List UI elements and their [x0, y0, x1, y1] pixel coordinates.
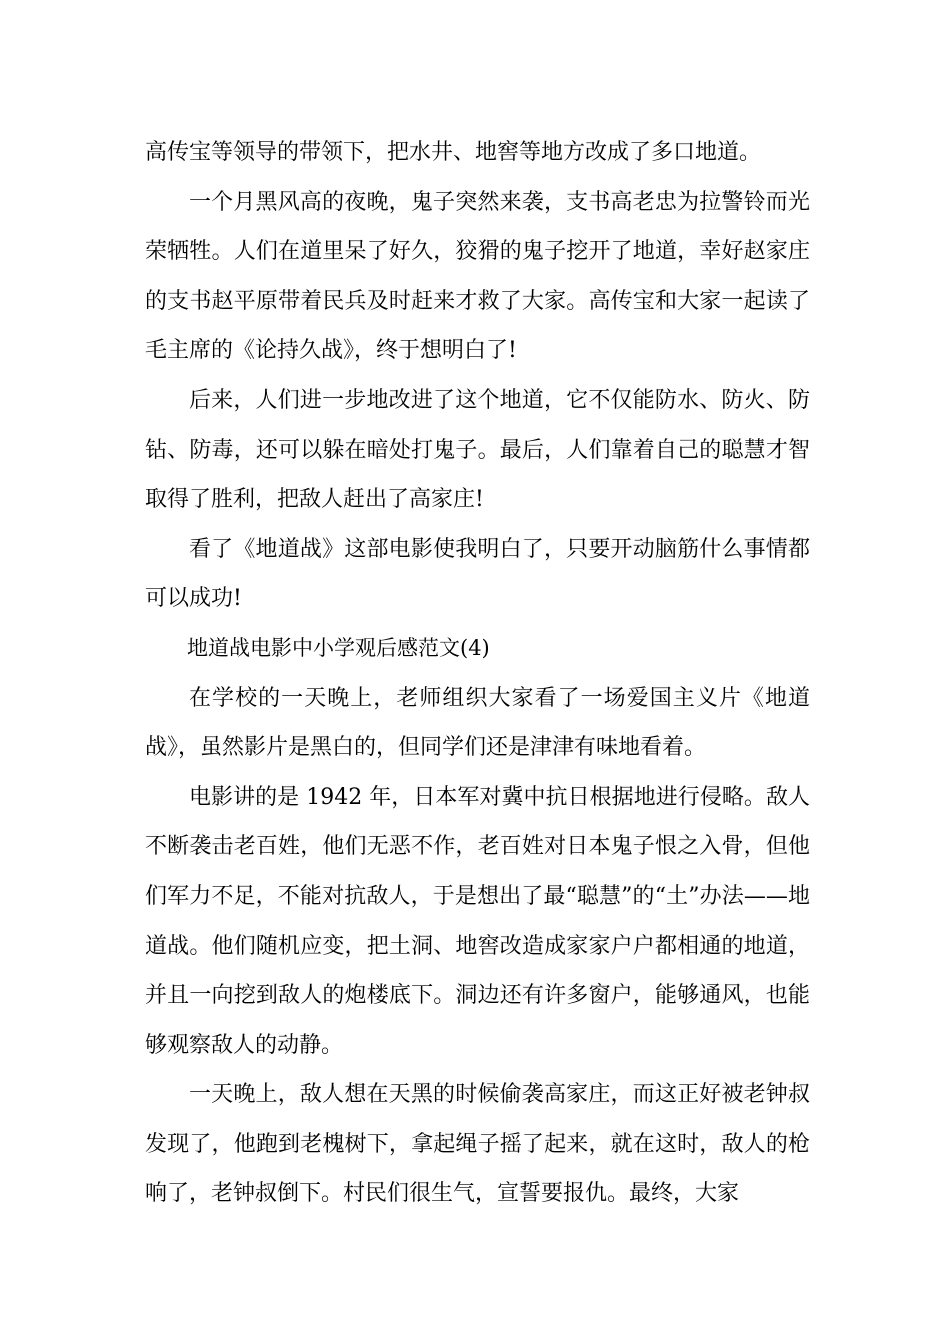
- paragraph: 一个月黑风高的夜晚，鬼子突然来袭，支书高老忠为拉警铃而光荣牺牲。人们在道里呆了好久，狡猾的鬼子挖开了地道，幸好赵家庄的支书赵平原带着民兵及时赶来才救了大家。高传宝和大家一起读了毛主席的《论持久战》，终于想明白了!: [145, 189, 810, 364]
- paragraph-continuation: 高传宝等领导的带领下，把水井、地窖等地方改成了多口地道。: [145, 140, 762, 165]
- document-body: [145, 128, 810, 1219]
- paragraph: 一天晚上，敌人想在天黑的时候偷袭高家庄，而这正好被老钟叔发现了，他跑到老槐树下，拿起绳子摇了起来，就在这时，敌人的枪响了，老钟叔倒下。村民们很生气，宣誓要报仇。最终，大家: [145, 1082, 810, 1207]
- paragraph: 看了《地道战》这部电影使我明白了，只要开动脑筋什么事情都可以成功!: [145, 536, 810, 612]
- paragraph: 电影讲的是 1942 年，日本军对冀中抗日根据地进行侵略。敌人不断袭击老百姓，他们无恶不作，老百姓对日本鬼子恨之入骨，但他们军力不足，不能对抗敌人，于是想出了最“聪慧”的“土”办法——地道战。他们随机应变，把土洞、地窖改造成家家户户都相通的地道，并且一向挖到敌人的炮楼底下。洞边还有许多窗户，能够通风，也能够观察敌人的动静。: [145, 784, 810, 1058]
- paragraph: 后来，人们进一步地改进了这个地道，它不仅能防水、防火、防钻、防毒，还可以躲在暗处打鬼子。最后，人们靠着自己的聪慧才智取得了胜利，把敌人赶出了高家庄!: [145, 387, 810, 513]
- section-heading: 地道战电影中小学观后感范文(4): [187, 635, 490, 660]
- paragraph: 在学校的一天晚上，老师组织大家看了一场爱国主义片《地道战》，虽然影片是黑白的，但同学们还是津津有味地看着。: [145, 685, 810, 761]
